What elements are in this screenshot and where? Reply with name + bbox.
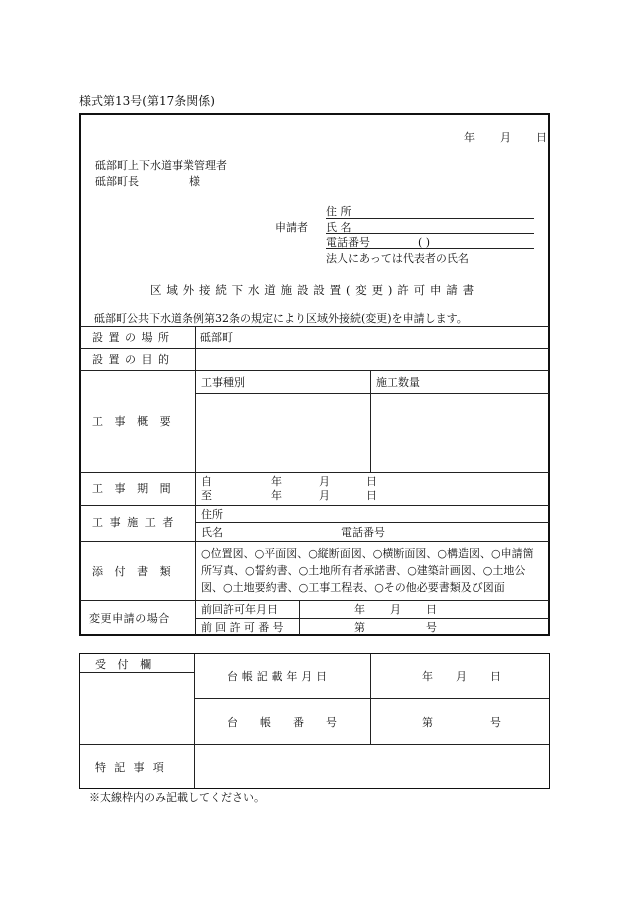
applicant-phone-paren: ( ) — [418, 236, 431, 249]
period-to-day: 日 — [366, 489, 377, 502]
change-split-line — [195, 618, 549, 619]
row-line — [80, 600, 549, 601]
office-row-line — [194, 698, 549, 699]
attachments-label: 添付書類 — [92, 565, 183, 578]
row-line — [80, 505, 549, 506]
overview-label: 工事概要 — [92, 415, 183, 428]
applicant-address-label: 住 所 — [326, 205, 352, 218]
change-number-suffix: 号 — [426, 621, 437, 634]
applicant-phone-line — [326, 248, 534, 249]
change-label: 変更申請の場合 — [89, 612, 170, 625]
contractor-address-label: 住所 — [201, 508, 223, 521]
date-year-label: 年 — [464, 131, 475, 144]
reception-label: 受付欄 — [95, 658, 163, 671]
change-prev-number-label: 前回許可番号 — [201, 621, 287, 634]
label-column-divider — [195, 326, 196, 635]
overview-quantity-header: 施工数量 — [376, 376, 420, 389]
applicant-label: 申請者 — [275, 221, 308, 234]
change-number-prefix: 第 — [354, 621, 365, 634]
contractor-split-line — [195, 522, 549, 523]
addressee-line2: 砥部町長 — [95, 175, 139, 188]
overview-work-type-header: 工事種別 — [201, 376, 245, 389]
application-statement: 砥部町公共下水道条例第32条の規定により区域外接続(変更)を申請します。 — [94, 312, 468, 325]
applicant-address-line — [326, 218, 534, 219]
applicant-name-line — [326, 233, 534, 234]
change-prev-day: 日 — [426, 603, 437, 616]
contractor-name-label: 氏名 — [201, 526, 223, 539]
ledger-date-month: 月 — [456, 670, 467, 683]
period-from-year: 年 — [271, 475, 282, 488]
applicant-corporate-note: 法人にあっては代表者の氏名 — [326, 252, 469, 265]
row-line — [80, 370, 549, 371]
date-day-label: 日 — [536, 131, 547, 144]
contractor-phone-label: 電話番号 — [341, 526, 385, 539]
ledger-number-prefix: 第 — [422, 716, 433, 729]
form-title: 区域外接続下水道施設設置(変更)許可申請書 — [150, 283, 479, 297]
attachments-line3: 図、○土地要約書、○工事工程表、○その他必要書類及び図面 — [201, 581, 505, 594]
table-top-line — [80, 326, 549, 327]
remarks-label: 特記事項 — [95, 761, 172, 774]
applicant-name-label: 氏 名 — [326, 221, 352, 234]
ledger-number-label: 台帳番号 — [227, 716, 359, 729]
period-to-month: 月 — [319, 489, 330, 502]
ledger-date-day: 日 — [490, 670, 501, 683]
row-line — [80, 472, 549, 473]
date-month-label: 月 — [500, 131, 511, 144]
ledger-date-year: 年 — [422, 670, 433, 683]
reception-header-line — [80, 672, 194, 673]
addressee-line1: 砥部町上下水道事業管理者 — [95, 159, 227, 172]
office-label-divider — [194, 654, 195, 788]
contractor-label: 工事施工者 — [92, 516, 180, 529]
overview-header-line — [195, 393, 549, 394]
period-to-year: 年 — [271, 489, 282, 502]
office-row-line — [80, 744, 549, 745]
change-prev-month: 月 — [390, 603, 401, 616]
overview-column-divider — [370, 370, 371, 472]
row-line — [80, 348, 549, 349]
footer-note: ※太線枠内のみ記載してください。 — [89, 791, 265, 804]
form-number: 様式第13号(第17条関係) — [79, 94, 215, 108]
period-from-label: 自 — [201, 475, 212, 488]
attachments-line2: 所写真、○誓約書、○土地所有者承諾書、○建築計画図、○土地公 — [201, 564, 526, 577]
period-to-label: 至 — [201, 489, 212, 502]
change-prev-date-label: 前回許可年月日 — [201, 603, 278, 616]
office-value-divider — [370, 654, 371, 744]
period-from-month: 月 — [319, 475, 330, 488]
period-from-day: 日 — [366, 475, 377, 488]
addressee-honorific: 様 — [189, 175, 200, 188]
location-value: 砥部町 — [200, 331, 233, 344]
period-label: 工事期間 — [92, 482, 183, 495]
change-prev-year: 年 — [354, 603, 365, 616]
location-label: 設置の場所 — [92, 331, 175, 344]
applicant-phone-label: 電話番号 — [326, 236, 370, 249]
ledger-number-suffix: 号 — [490, 716, 501, 729]
attachments-line1: ○位置図、○平面図、○縦断面図、○横断面図、○構造図、○申請箇 — [201, 547, 534, 560]
change-column-divider — [299, 600, 300, 635]
purpose-label: 設置の目的 — [92, 353, 175, 366]
ledger-date-label: 台帳記載年月日 — [227, 670, 331, 683]
row-line — [80, 541, 549, 542]
